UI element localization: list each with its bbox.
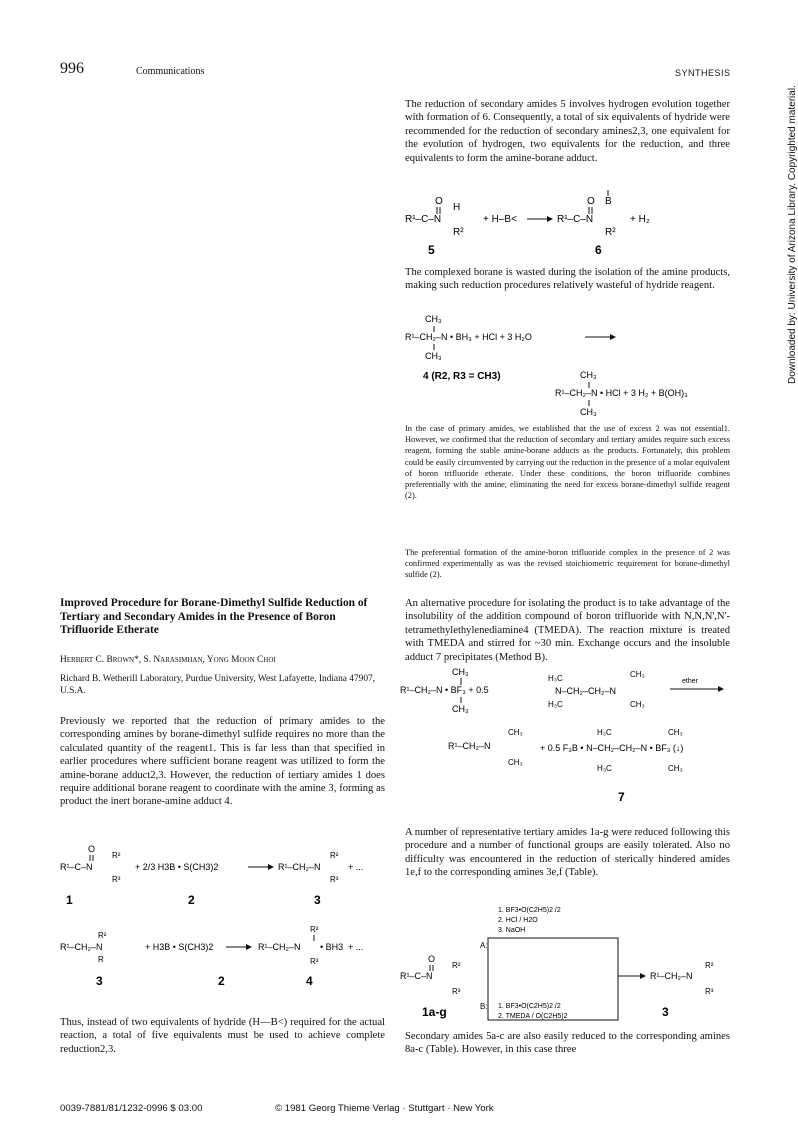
right-paragraph-4: A number of representative tertiary amides 1a-g were reduced following this procedure and a number of functional groups are easily tolerated. Also no difficulty was encountered in the reduction of sterically hindered amides 1e,f to the corresponding amines 3e,f (Table). — [405, 827, 730, 879]
label-2: 2 — [218, 974, 225, 988]
method-b-label: B: — [480, 1002, 488, 1011]
step-b-1: 1. BF3•O(C2H5)2 /2 — [498, 1003, 561, 1010]
svg-text:H: H — [453, 202, 461, 213]
left-paragraph-1: Previously we reported that the reduction of primary amides to the corresponding amines by borane-dimethyl sulfide requires no more than the calculated quantity of the reagent1. This is far less than that specified in earlier procedures where sufficient borane reagent was utilized to form the amine-borane adduct2,3. However, the reduction of tertiary amides 1 does require additional borane reagent to coordinate with the amine 3, forming as product the inert borane-amine adduct 4. — [60, 716, 385, 808]
article-authors: Herbert C. Brown*, S. Narasimhan, Yong Moon Choi — [60, 655, 276, 665]
reagent-borane-2-3: + 2/3 H3B • S(CH3)2 — [135, 862, 219, 872]
method-a-label: A: — [480, 941, 488, 950]
page-number: 996 — [60, 60, 84, 77]
svg-text:CH₃: CH₃ — [452, 704, 469, 714]
compound-label-5: 5 — [428, 243, 435, 257]
svg-text:R¹–CH₂–N: R¹–CH₂–N — [278, 862, 321, 872]
svg-text:CH₃: CH₃ — [452, 667, 469, 677]
svg-text:R²: R² — [452, 961, 461, 970]
svg-text:R²: R² — [330, 851, 339, 860]
svg-text:R¹–CH₂–N • HCl + 3 H₂ + B: R¹–CH₂–N • HCl + 3 H₂ + B(OH)₃ — [555, 388, 688, 398]
step-a-1: 1. BF3•O(C2H5)2 /2 — [498, 907, 561, 914]
article-affiliation: Richard B. Wetherill Laboratory, Purdue University, West Lafayette, Indiana 47907, U.S.A. — [60, 674, 376, 696]
svg-text:CH₃: CH₃ — [668, 764, 683, 773]
svg-text:H₃C: H₃C — [597, 764, 612, 773]
plus-dots-2: + ... — [348, 942, 364, 952]
plus-dots-1: + ... — [348, 862, 364, 872]
scheme-method-ab — [400, 900, 735, 1025]
label-1: 1 — [66, 893, 73, 907]
svg-text:CH₃: CH₃ — [580, 407, 597, 417]
svg-text:N–CH₂–CH₂–N: N–CH₂–CH₂–N — [555, 686, 617, 696]
svg-text:R¹–CH₂–N: R¹–CH₂–N — [650, 971, 693, 981]
svg-text:R¹–CH₂–N: R¹–CH₂–N — [60, 942, 103, 952]
right-paragraph-1: The reduction of secondary amides 5 involves hydrogen evolution together with formation of 6. Consequently, a total of six equivalents of hydride were recommended for the reduction of secondary amines2,3, one equivalent for the evolution of hydrogen, two equivalents for the reduction, and three equivalents to form the amine-borane adduct. — [405, 99, 730, 164]
svg-text:CH₃: CH₃ — [425, 351, 442, 361]
label-4-conditions: 4 (R2, R3 = CH3) — [423, 371, 501, 382]
right-paragraph-5: Secondary amides 5a-c are also easily reduced to the corresponding amines 8a-c (Table). However, in this case three — [405, 1031, 730, 1056]
svg-text:H₃C: H₃C — [548, 700, 563, 709]
product-bh3: • BH3 — [320, 942, 344, 952]
svg-text:R¹–C–N: R¹–C–N — [405, 214, 442, 225]
footer-code: 0039-7881/81/1232-0996 $ 03.00 — [60, 1103, 203, 1114]
scheme-borane-hydrolysis — [405, 312, 730, 422]
article-title: Improved Procedure for Borane-Dimethyl Sulfide Reduction of Tertiary and Secondary Amides in the Presence of Boron Trifluoride Etherate — [60, 597, 368, 637]
compound-label-1a-g: 1a-g — [422, 1005, 447, 1019]
step-a-2: 2. HCl / H2O — [498, 917, 538, 924]
svg-text:+ 0.5 F₃B • N–CH₂–CH₂–N •: + 0.5 F₃B • N–CH₂–CH₂–N • BF₃ (↓) — [540, 743, 684, 753]
scheme-tertiary-amide — [60, 840, 390, 1015]
step-a-3: 3. NaOH — [498, 927, 526, 934]
svg-text:R³: R³ — [452, 987, 461, 996]
arrow-label-ether: ether — [682, 678, 698, 685]
compound-label-7: 7 — [618, 790, 625, 804]
svg-text:O: O — [428, 954, 436, 964]
svg-text:R²: R² — [605, 227, 616, 238]
section-label: Communications — [136, 66, 205, 77]
svg-text:R³: R³ — [112, 875, 121, 884]
svg-text:R¹–C–N: R¹–C–N — [557, 214, 594, 225]
svg-text:CH₃: CH₃ — [425, 314, 442, 324]
svg-text:R¹–CH₂–N • BF₃ + 0.5: R¹–CH₂–N • BF₃ + 0.5 — [400, 685, 489, 695]
svg-text:R²: R² — [705, 961, 714, 970]
svg-text:R: R — [98, 955, 104, 964]
svg-text:H₃C: H₃C — [548, 674, 563, 683]
right-paragraph-2: The complexed borane is wasted during the isolation of the amine products, making such reduction procedures relatively wasteful of hydride reagent. — [405, 267, 730, 292]
svg-text:R²: R² — [310, 925, 319, 934]
svg-text:R¹–CH₂–N • BH₃ + HCl + 3: R¹–CH₂–N • BH₃ + HCl + 3 H₂O — [405, 332, 532, 342]
svg-text:R¹–C–N: R¹–C–N — [60, 862, 93, 872]
scheme-secondary-amide — [405, 190, 730, 270]
svg-text:O: O — [435, 196, 443, 207]
svg-text:R³: R³ — [310, 957, 319, 966]
label-2a: 2 — [188, 893, 195, 907]
label-3: 3 — [96, 974, 103, 988]
svg-text:CH₃: CH₃ — [508, 728, 523, 737]
svg-text:R³: R³ — [705, 987, 714, 996]
svg-text:O: O — [88, 844, 96, 854]
scheme-tmeda-exchange — [400, 665, 735, 815]
svg-text:CH₃: CH₃ — [508, 758, 523, 767]
svg-text:B: B — [605, 196, 612, 207]
svg-text:CH₃: CH₃ — [630, 670, 645, 679]
journal-name: SYNTHESIS — [675, 68, 731, 78]
download-notice: Downloaded by: University of Arizona Library. Copyrighted material. — [787, 85, 798, 384]
svg-text:O: O — [587, 196, 595, 207]
reagent-borane: + H3B • S(CH3)2 — [145, 942, 214, 952]
svg-text:CH₃: CH₃ — [580, 370, 597, 380]
right-paragraph-3: An alternative procedure for isolating the product is to take advantage of the insolubility of the addition compound of boron trifluoride with N,N,N',N'-tetramethylethylenediamine4 (TMEDA). The reaction mixture is treated with TMEDA and stirred for ~30 min. Exchange occurs and the insoluble adduct 7 precipitates (Method B). — [405, 598, 730, 663]
svg-text:+ H–B<: + H–B< — [483, 214, 517, 225]
svg-text:H₃C: H₃C — [597, 728, 612, 737]
svg-text:R²: R² — [453, 227, 464, 238]
right-small-1: In the case of primary amides, we established that the use of excess 2 was not essential1. However, we confirmed that the reduction of secondary and tertiary amides require such excess reagent, forming the stable amine-borane adducts as the products. Fortunately, this problem could be easily circumvented by carrying out the reduction in the presence of a molar equivalent of boron trifluoride etherate. Under these conditions, the boron trifluoride combines preferentially with the amine, eliminating the need for excess borane-dimethyl sulfide reagent (2). — [405, 424, 730, 501]
svg-text:+ H₂: + H₂ — [630, 214, 650, 225]
svg-text:R²: R² — [112, 851, 121, 860]
compound-label-3b: 3 — [662, 1005, 669, 1019]
step-b-2: 2. TMEDA / O(C2H5)2 — [498, 1013, 568, 1020]
left-paragraph-2: Thus, instead of two equivalents of hydride (H—B<) required for the actual reaction, a total of five equivalents must be used to achieve complete reduction2,3. — [60, 1017, 385, 1055]
svg-text:R²: R² — [98, 931, 107, 940]
svg-text:R¹–CH₂–N: R¹–CH₂–N — [448, 741, 491, 751]
svg-text:CH₃: CH₃ — [668, 728, 683, 737]
footer-copyright: © 1981 Georg Thieme Verlag · Stuttgart · New York — [275, 1103, 494, 1114]
compound-label-6: 6 — [595, 243, 602, 257]
label-3a: 3 — [314, 893, 321, 907]
right-small-2: The preferential formation of the amine-boron trifluoride complex in the presence of 2 was confirmed experimentally as was the revised stoichiometric requirement for borane-dimethyl sulfide (2). — [405, 548, 730, 580]
svg-text:R¹–CH₂–N: R¹–CH₂–N — [258, 942, 301, 952]
svg-text:R¹–C–N: R¹–C–N — [400, 971, 433, 981]
label-4: 4 — [306, 974, 313, 988]
svg-text:CH₃: CH₃ — [630, 700, 645, 709]
svg-text:R³: R³ — [330, 875, 339, 884]
